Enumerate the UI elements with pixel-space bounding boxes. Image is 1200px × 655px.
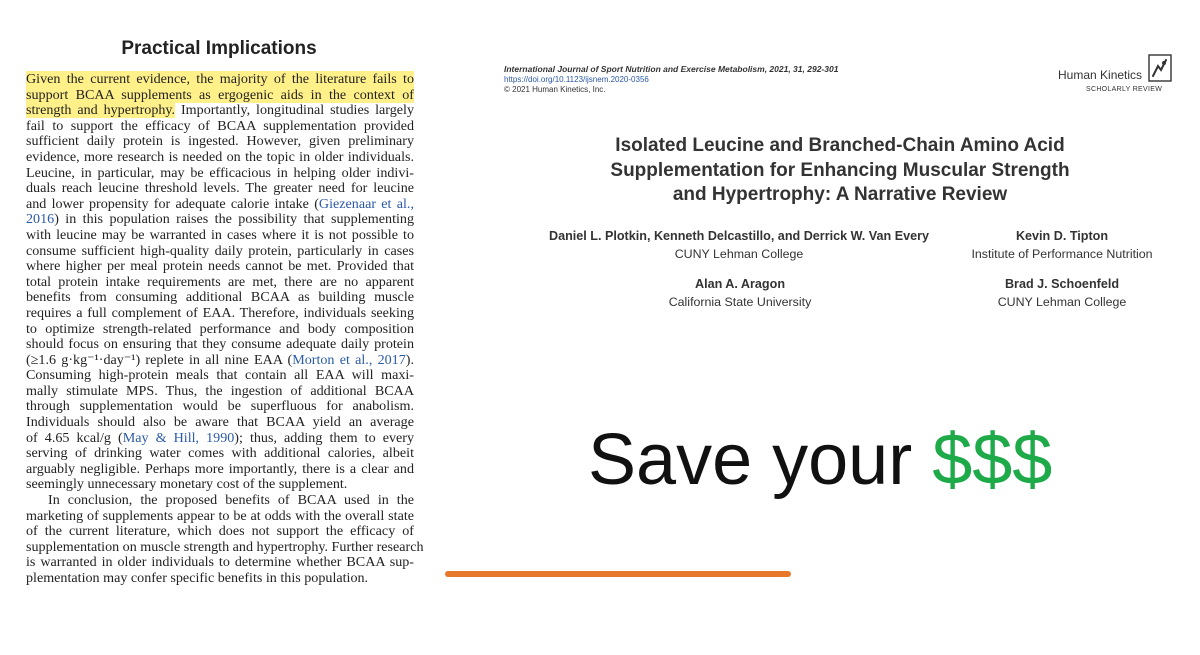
doi-link[interactable]: https://doi.org/10.1123/ijsnem.2020-0356	[504, 75, 649, 84]
body-text-line	[26, 150, 414, 166]
body-text-line	[26, 415, 414, 431]
body-text-segment: Importantly, longitudinal studies largely	[175, 102, 415, 119]
body-text-segment: ).	[405, 351, 414, 368]
body-text-segment: supplementation on muscle strength and hypertrophy. Further research	[26, 538, 424, 555]
body-text-line	[26, 446, 414, 462]
body-text-line	[26, 212, 414, 228]
article-title-line: and Hypertrophy: A Narrative Review	[672, 184, 1008, 205]
body-text-segment: consume sufficient high-quality daily protein, particularly in cases	[26, 242, 414, 259]
body-text-segment: of the current literature, which does not support the efficacy of	[26, 523, 414, 540]
body-text-line	[26, 493, 414, 509]
author-names: Brad J. Schoenfeld	[1004, 277, 1120, 291]
body-text-segment: duals reach leucine threshold levels. The greater need for leucine	[26, 180, 414, 197]
copyright-notice: © 2021 Human Kinetics, Inc.	[504, 85, 606, 94]
body-text-line	[26, 290, 414, 306]
body-text-segment: through supplementation would be superfluous for anabolism.	[26, 398, 414, 415]
body-text-line	[26, 72, 414, 88]
body-text-line	[26, 337, 414, 353]
body-text-segment: ) in this population raises the possibility that supplementing	[54, 211, 414, 228]
body-text-segment: benefits from consuming additional BCAA as building muscle	[26, 289, 414, 306]
author-block-tipton	[962, 227, 1162, 263]
body-text-line	[26, 197, 414, 213]
body-text-segment: Consuming high-protein meals that contain all EAA will maxi-	[26, 367, 414, 384]
body-text-segment: should focus on ensuring that they consume adequate daily protein	[26, 336, 414, 353]
author-affiliation: CUNY Lehman College	[674, 247, 804, 261]
body-text-segment: mally stimulate MPS. Thus, the ingestion of additional BCAA	[26, 382, 414, 399]
body-text-line	[26, 353, 414, 369]
body-text-segment: with leucine may be warranted in cases where it is not possible to	[26, 226, 414, 243]
body-text-segment: In conclusion, the proposed benefits of BCAA used in the	[48, 492, 414, 509]
body-text-segment: plementation may confer specific benefits in this population.	[26, 570, 369, 586]
body-text-line	[26, 368, 414, 384]
body-text-segment: sufficient daily protein is ingested. However, given preliminary	[26, 133, 414, 150]
body-text-segment: requires a full complement of EAA. Therefore, individuals seeking	[26, 304, 414, 321]
highlighted-text: support BCAA supplements as ergogenic aids in the context of	[26, 86, 414, 103]
body-text-line	[26, 166, 414, 182]
body-text-line	[26, 384, 414, 400]
dollar-signs: $$$	[932, 420, 1053, 500]
body-text-segment: where higher per meal protein needs cannot be met. Provided that	[26, 258, 414, 275]
body-text-line	[26, 399, 414, 415]
body-text-segment: evidence, more research is needed on the topic in older individuals.	[26, 148, 414, 165]
section-heading: Practical Implications	[121, 38, 317, 59]
citation-link[interactable]: May & Hill, 1990	[122, 429, 235, 446]
author-block-aragon	[640, 275, 840, 311]
author-names: Kevin D. Tipton	[1015, 229, 1109, 243]
body-text-line	[26, 477, 414, 493]
publisher-name: Human Kinetics	[1058, 68, 1143, 82]
body-text-segment: Leucine, in particular, may be efficacious in helping older indivi-	[26, 164, 414, 181]
body-text-line	[26, 555, 414, 571]
article-title-page	[438, 0, 1200, 655]
author-affiliation: California State University	[668, 295, 812, 309]
body-text-line	[26, 431, 414, 447]
article-title	[560, 134, 1120, 208]
body-text-line	[26, 103, 414, 119]
citation-link[interactable]: Giezenaar et al.,	[318, 195, 414, 212]
body-text-segment: arguably negligible. Perhaps more importantly, there is a clear and	[26, 460, 414, 477]
author-names: Alan A. Aragon	[694, 277, 786, 291]
body-text-line	[26, 322, 414, 338]
body-text-segment: marketing of supplements appear to be at odds with the overall state	[26, 507, 414, 524]
citation-link[interactable]: Morton et al., 2017	[292, 351, 406, 368]
body-text-line	[26, 571, 414, 587]
body-text-segment: Individuals should also be aware that BCAA yield an average	[26, 414, 414, 431]
citation-link[interactable]: 2016	[26, 211, 55, 228]
article-title-line: Isolated Leucine and Branched-Chain Amino Acid	[615, 135, 1065, 156]
body-text-line	[26, 524, 414, 540]
body-text-segment: (≥1.6 g·kg⁻¹·day⁻¹) replete in all nine EAA (	[26, 351, 293, 368]
body-text-line	[26, 119, 414, 135]
body-text-segment: seemingly unnecessary monetary cost of the supplement.	[26, 476, 348, 493]
body-text-line	[26, 462, 414, 478]
author-names: Daniel L. Plotkin, Kenneth Delcastillo, and Derrick W. Van Every	[548, 229, 930, 243]
body-text-segment: and lower propensity for adequate calorie intake (	[26, 195, 319, 212]
journal-citation: International Journal of Sport Nutrition and Exercise Metabolism, 2021, 31, 292-301	[504, 64, 839, 74]
body-text-line	[26, 134, 414, 150]
body-text-line	[26, 228, 414, 244]
body-text-line	[26, 88, 414, 104]
body-text-line	[26, 538, 424, 556]
save-your-text: Save your	[588, 420, 913, 500]
body-text-line	[26, 244, 414, 260]
body-text-line	[26, 509, 414, 525]
practical-implications-excerpt	[0, 0, 438, 655]
implications-body-text	[26, 71, 424, 587]
orange-underline-stroke	[445, 571, 791, 577]
body-text-line	[26, 259, 414, 275]
body-text-segment: ); thus, adding them to every	[234, 429, 414, 446]
author-block-schoenfeld	[962, 275, 1162, 311]
body-text-segment: total protein intake requirements are met, there are no apparent	[26, 273, 414, 290]
body-text-line	[26, 306, 414, 322]
article-title-line: Supplementation for Enhancing Muscular Strength	[610, 159, 1070, 181]
body-text-segment: is warranted in older individuals to determine whether BCAA sup-	[26, 554, 414, 571]
author-block-plotkin	[533, 227, 945, 263]
publisher-logo-icon	[1148, 54, 1172, 82]
author-affiliation: Institute of Performance Nutrition	[971, 247, 1153, 261]
save-your-money-caption	[588, 418, 1052, 502]
body-text-segment: serving of drinking water comes with additional calories, albeit	[26, 445, 414, 462]
body-text-segment: of 4.65 kcal/g (	[26, 429, 123, 446]
highlighted-text: strength and hypertrophy.	[26, 102, 176, 119]
body-text-segment: to optimize strength-related performance and body composition	[26, 320, 414, 337]
body-text-line	[26, 275, 414, 291]
body-text-line	[26, 181, 414, 197]
author-affiliation: CUNY Lehman College	[997, 295, 1127, 309]
review-type-label: SCHOLARLY REVIEW	[1086, 86, 1163, 93]
highlighted-text: Given the current evidence, the majority of the literature fails to	[26, 71, 414, 87]
body-text-segment: fail to support the efficacy of BCAA supplementation provided	[26, 117, 414, 134]
